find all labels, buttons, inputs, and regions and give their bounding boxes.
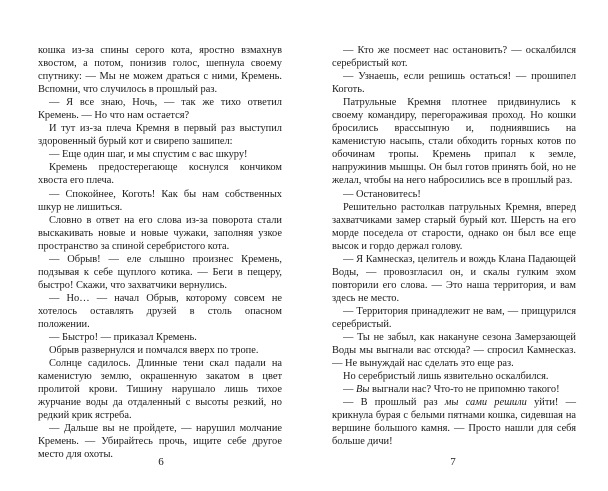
paragraph: — Еще один шаг, и мы спустим с вас шкуру!	[49, 149, 248, 161]
paragraph: Кремень предостерегающе коснулся кончиком хвоста его плеча.	[38, 162, 282, 187]
emphasis: мы сами решили	[444, 397, 527, 409]
paragraph: — Я все знаю, Ночь, — так же тихо ответил Кремень. — Но что нам остается?	[38, 97, 282, 122]
paragraph: Патрульные Кремня плотнее придвинулись к своему командиру, перегораживая проход. Но кошки бросились врассыпную и, подниявшись на каменистую насыпь, стали обходить горных котов по обочинам тропы. Кремень припал к земле, напружинив мышцы. Он был готов принять бой, но не желал, чтобы на него набросились все в прошлый раз.	[332, 97, 576, 187]
paragraph: — Обрыв! — еле слышно произнес Кремень, подзывая к себе щуплого котика. — Беги в пещеру, быстро! Скажи, что захватчики вернулись.	[38, 253, 282, 291]
paragraph: — Я Камнесказ, целитель и вождь Клана Падающей Воды, — провозгласил он, и скалы гулким эхом повторили его слова. — Это наша территория, и вам здесь не место.	[332, 253, 576, 304]
paragraph: — Дальше вы не пройдете, — нарушил молчание Кремень. — Убирайтесь прочь, ищите себе другое место для охоты.	[38, 423, 282, 461]
paragraph: Обрыв развернулся и помчался вверх по тропе.	[49, 345, 259, 357]
paragraph: — Узнаешь, если решишь остаться! — прошипел Коготь.	[332, 71, 576, 96]
paragraph	[332, 383, 576, 396]
paragraph: — Спокойнее, Коготь! Как бы нам собственных шкур не лишиться.	[38, 188, 282, 213]
paragraph: кошка из-за спины серого кота, яростно взмахнув хвостом, а потом, понизив голос, шепнула своему спутнику: — Мы не можем драться с ними, Кремень. Вспомни, что случилось в прошлый раз.	[38, 45, 282, 96]
text-run: —	[343, 384, 356, 396]
paragraph	[332, 396, 576, 448]
paragraph: — Остановитесь!	[343, 188, 421, 200]
paragraph: — Территория принадлежит не вам, — прищурился серебристый.	[332, 305, 576, 330]
paragraph: — Ты не забыл, как накануне сезона Замерзающей Воды мы выгнали вас отсюда? — спросил Камнесказ. — Не вынуждай нас сделать это еще раз.	[332, 332, 576, 370]
paragraph: Но серебристый лишь язвительно оскалбился.	[343, 371, 549, 383]
paragraph: Солнце садилось. Длинные тени скал падали на каменистую землю, окрашенную закатом в цвет пролитой крови. Тишину нарушало лишь тихое журчание воды да отдаленный с высоты резкий, но редкий крик ястреба.	[38, 358, 282, 422]
paragraph: Словно в ответ на его слова из-за поворота стали выскакивать новые и новые чужаки, заполняя узкое пространство за спиной серебристого кота.	[38, 214, 282, 252]
paragraph: И тут из-за плеча Кремня в первый раз выступил здоровенный бурый кот и свирепо зашипел:	[38, 123, 282, 148]
text-run: — В прошлый раз	[343, 397, 445, 409]
paragraph: — Но… — начал Обрыв, которому совсем не хотелось оставлять друзей в столь опасном положении.	[38, 292, 282, 330]
right-page	[332, 44, 576, 448]
page-number-left: 6	[158, 456, 164, 468]
left-page	[38, 44, 282, 462]
text-run: выгнали нас? Что-то не припомню такого!	[369, 384, 560, 396]
page-number-right: 7	[450, 456, 456, 468]
text-run: уйти! — крикнула бурая с белыми пятнами кошка, сидевшая на вершине большого камня. — Просто нашли для себя больше дичи!	[332, 397, 576, 448]
emphasis: Вы	[356, 384, 370, 396]
paragraph: — Быстро! — приказал Кремень.	[49, 332, 197, 344]
paragraph: — Кто же посмеет нас остановить? — оскалбился серебристый кот.	[332, 45, 576, 70]
paragraph: Решительно растолкав патрульных Кремня, вперед захватчиками замер старый бурый кот. Шерсть на его морде поседела от старости, однако он был все еще высок и гордо держал голову.	[332, 201, 576, 252]
